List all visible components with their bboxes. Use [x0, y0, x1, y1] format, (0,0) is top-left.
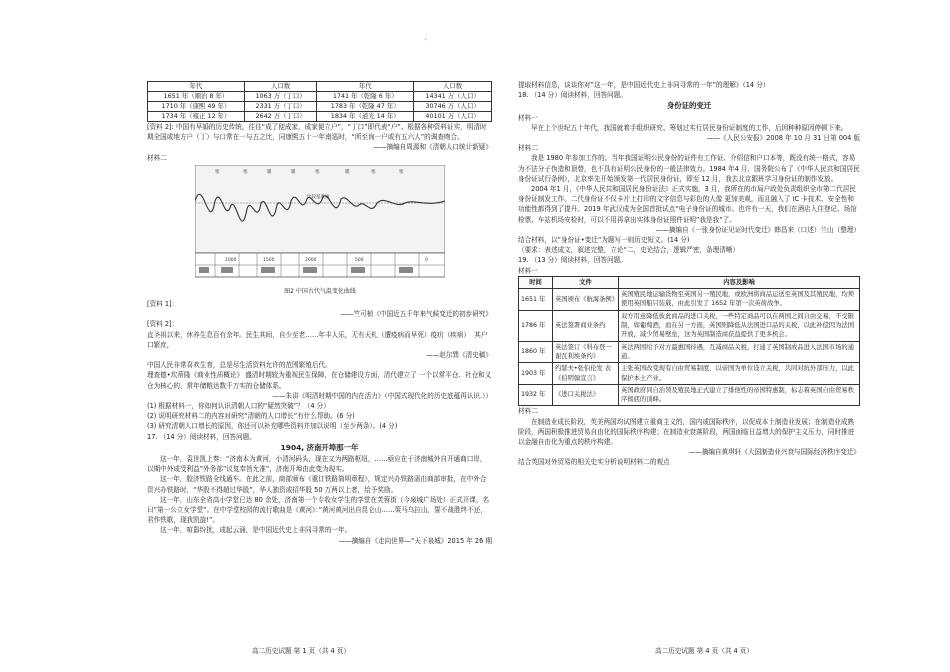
table-cell: 1834 年（道光 14 年）	[317, 112, 414, 122]
question-19: 19. （13 分）阅读材料，回答问题。	[518, 256, 627, 265]
q17-citation: ——摘编自《走向世界—“天下泉城》2015 年 26 期	[338, 536, 492, 545]
temperature-chart	[195, 165, 445, 287]
q17-paragraph-2: 这一年，胶济铁路全线通车。在此之前，商部颁布《重订铁路简明章程》，规定兴办铁路需由商部审批，在中外合资兴办铁路时，“华股不得超过华股”，华人独资或招华股 50 万两以上者，给予奖励。	[147, 475, 487, 494]
table-cell: 《进口关税法》	[553, 384, 619, 406]
q18-paragraph-2: 我是 1980 年参加工作的。当年我国证明公民身份的证件有工作证、介绍信和户口本等，既没有统一格式，容易为不法分子伪造和顶替，也不具有证明公民身份的一般法律效力。1984 年4 月，国务院公布了《中华人民共和国居民身份证试行条例》，北京率先开始颁发第一代居民身份证，即至 12 月，我去北京跟班学习身份证的制作发放。	[518, 154, 860, 183]
source-2-citation: ——摘编自周源和《清朝人口统计新疑》	[373, 143, 492, 152]
table-header: 年代	[317, 82, 414, 92]
population-table	[147, 81, 492, 122]
table-cell: 1651 年（顺治 8 年）	[148, 92, 245, 102]
source-2-paragraph: [资料 2]: 中国有早婚的历史传统，往往“成了便成家，成家便立户”，“丁口”即代表“户”。根据各种资料证实，明清时期全国或地方户（丁）与口常在一与五之比，同康熙五十一年南巡时，“所至询一户或有五六人”的调查吻合。	[147, 123, 487, 142]
material-2-label: 材料二	[147, 153, 167, 162]
table-cell: 40101 万（人口）	[414, 112, 492, 122]
table-row	[519, 363, 860, 385]
period-label: 暖	[291, 169, 296, 175]
axis-tick-label: 0	[425, 257, 428, 263]
granary-paragraph: 理查德•坎蒂隆《商业性质概论》 盛清时期较为重视民生保障，在仓储建设方面，清代建立了 一个以常平仓、社仓和义仓为核心的，常年储粮达数千万实的仓储体系。	[147, 371, 492, 390]
table-cell: 1710 年（康熙 49 年）	[148, 102, 245, 112]
question-17-title: 1904, 济南开埠那一年	[280, 442, 359, 452]
right-page-footer: 高二历史试题 第 4 页（共 4 页）	[655, 647, 753, 655]
source-2-text: 直圣祖以来，休养生息百有余年。民生其间，自少至老……年丰人乐，无有天札（遭疫病而早死）疫疠（疾病） 其户口繁庶，	[147, 330, 488, 349]
question-1: (1) 根据材料一，你如何认识清朝人口的“疑然突破”？（4 分）	[147, 402, 330, 411]
table-header: 文件	[553, 276, 619, 288]
table-header: 人口数	[414, 82, 492, 92]
table-cell: 1860 年	[519, 341, 553, 363]
table-header: 人口数	[244, 82, 316, 92]
table-cell: 1734 年（雍正 12 年）	[148, 112, 245, 122]
question-2: (2) 说明研究材料二的内容对研究“清朝的人口增长”有什么帮助。(6 分)	[147, 412, 355, 421]
chart-caption: 图2 中国古代气温变化曲线	[284, 287, 356, 295]
question-18: 18. （14 分）阅读材料，回答问题。	[518, 91, 627, 100]
q19-paragraph-2: 在制造业成长阶段，英美两国均试图建立重商主义的，国内或国际秩序，以促成本土制造业发展；在制造业成熟阶段，两国积极推进贸易自由化的国际秩序构建；在制造业衰落阶段，两国面临日益增大的保护主义压力，同时推进以金融自由化为重点的秩序构建。	[518, 417, 855, 447]
q18-requirements: （要求：表述成文，叙述完整，立论“二，史论结合，逻辑严密，条理清晰）	[518, 246, 740, 255]
left-page	[147, 0, 492, 672]
table-cell: 2642 万（丁口）	[244, 112, 316, 122]
material-2-label: 材料二	[518, 144, 538, 153]
table-header: 时间	[519, 276, 553, 288]
q17-paragraph-3: 这一年，山东全省高小学堂已达 80 余处，济南第一个专收女学生的学堂在芙蓉街（今泉城广场处）正式开课，名曰”第一公立女学堂”。在中学堂校园的流行歌曲是《黄河》：”黄河黄河出自昆仑山……策马乌拉山，誓不战胜终不还，君作铁歌，现我凯旋!”。	[147, 495, 490, 525]
table-cell: 英法两国给予对方最惠国待遇，互减商品关税，打通了英国制成品进入法国市场的通道。	[619, 341, 860, 363]
q18-task: 结合材料，以”身份证•变迁”为题写一则历史短文。(14 分)	[518, 236, 690, 245]
q18-paragraph-1: 早在上个世纪五十年代，我国就着手组织研究、筹划过实行居民身份证制度的工作，后因种种原因停顿下来。	[531, 123, 848, 132]
table-cell: 2331 万（丁口）	[244, 102, 316, 112]
table-row	[519, 341, 860, 363]
table-cell: 英法签署商业条约	[553, 310, 619, 341]
period-label: 寒	[399, 169, 404, 175]
q17-paragraph-1: 这一年，袁世凯上奏：“济南本为黄河，小清河码头，现在又为两路枢纽，……亟应在于济南城外自开通商口岸，以期中外成受利益”外务部”议复奉旨允准”，济南开埠由此变为现实。	[147, 455, 487, 474]
left-page-footer: 高二历史试题 第 1 页（共 4 页）	[252, 647, 350, 655]
table-cell: 1786 年	[519, 310, 553, 341]
table-cell: 1651 年	[519, 289, 553, 311]
table-header-row	[148, 82, 492, 92]
period-label: 暖	[345, 169, 350, 175]
q18-paragraph-3: 2004 年1 月，《中华人民共和国居民身份证法》正式实施，3 月，我所在的市局户政处负责组织全市第二代居民身份证制发工作。二代身份证不仅卡片上打印的文字信息与彩色的人像 更加美观，而且融入了 IC 卡技术、安全性和功能性都得到了提升。2019 年武汉成为全国首批试点“电子身份证的城市。也许有一天，我们在酒店入住登记、场馆检票、车站机场安检时，可以不用再拿出实体身份证照件证明”我是我”了。	[518, 185, 857, 224]
chart-frame	[195, 165, 445, 253]
grain-paragraph: 中国人民非常喜欢生育，总是尽生活资料允许的范围繁殖后代。	[147, 361, 332, 370]
axis-tick-label: 2000	[305, 257, 317, 263]
table-cell: 英国颁布《航海条例》	[553, 289, 619, 311]
q19-task: 结合英国对外贸易的相关史实分析说明材料二的观点	[518, 458, 670, 467]
table-cell: 双方用意降低彼此商品的进口关税，一些特定商品可以在两国之间自由交易，不受限制，如葡萄酒，而在另一方面，英国则降低从法国进口品的关税，以此补偿因为法国开放，减少贸易壁垒，这为英国制造商获益提供了更多机会。	[619, 310, 860, 341]
temperature-chart-svg	[195, 165, 445, 287]
period-label: 寒	[243, 169, 248, 175]
table-row	[519, 310, 860, 341]
period-label: 寒	[315, 169, 320, 175]
table-row	[148, 112, 492, 122]
trade-events-table	[518, 276, 860, 407]
source-2-citation-b: ——赵尔巽《清史稿》	[426, 351, 492, 360]
axis-tick-label: 500	[355, 257, 364, 263]
table-cell: 1783 年（乾隆 47 年）	[317, 102, 414, 112]
table-cell: 1903 年	[519, 363, 553, 385]
table-cell: 1063 万（丁口）	[244, 92, 316, 102]
q18-paragraph-1-citation: ——《人民公安报》2008 年 10 月 31 日第 004 版	[706, 134, 860, 143]
question-18-title: 身份证的变迁	[666, 101, 712, 111]
table-header-row	[519, 276, 860, 288]
q17-task: 提取材料信息，谈谈你对”这一年，是中国近代史上非同寻常的一年”的理解》（14 分）	[518, 81, 770, 89]
table-row	[148, 92, 492, 102]
table-cell: 英国政府同自治领及殖民地正式建立了排他性的帝国特惠制，标志着英国自由贸易秩序彻底的顶峰。	[619, 384, 860, 406]
page-mark: '	[425, 38, 427, 45]
table-row	[519, 289, 860, 311]
table-cell: 30746 万（人口）	[414, 102, 492, 112]
table-cell: 英国殖民地运输货物至英国另一殖民地，或欧洲将商品运送至英国及其殖民地，均须使用英国船只装载，由此引发了 1652 年第一次英荷战争。	[619, 289, 860, 311]
right-page	[518, 0, 860, 672]
source-2-label: [资料 2]：	[147, 320, 179, 329]
period-label: 暖	[267, 169, 272, 175]
axis-tick-label: 1000	[225, 257, 237, 263]
material-1b-label: 材料一	[518, 266, 538, 275]
table-cell: 主张英国改变现有自由贸易制度，以帝国为单位设立关税，共同对抗外部压力，以此保护本土产业。	[619, 363, 860, 385]
table-header: 年代	[148, 82, 245, 92]
question-3: (3) 研究清朝人口增长的原因，你还可以补充哪些资料并加以说明（至少两条）。(4 分)	[147, 422, 398, 431]
q19-paragraph-2-citation: ——摘编自黄琪轩《大国制造业兴衰与国际经济秩序变迁》	[688, 448, 860, 457]
table-cell: 1932 年	[519, 384, 553, 406]
material-2b-label: 材料二	[518, 407, 538, 416]
table-header: 内容及影响	[619, 276, 860, 288]
period-label: 寒	[215, 169, 220, 175]
granary-citation: ——朱讲《明清时期中国的内在活力》（中国式现代化的历史底蕴再认识.））	[272, 391, 492, 400]
material-1-label: 材料一	[518, 113, 538, 122]
table-row	[148, 102, 492, 112]
period-label: 寒	[371, 169, 376, 175]
q18-paragraph-3-citation: ——摘编自《一张身份证见证时代变迁》韩昌来（口述）兰山（整理）	[655, 225, 860, 234]
q17-paragraph-4: 这一年，喧嚣纷扰，成起云涌，是中国近代史上非同寻常的一年。	[160, 526, 352, 535]
axis-tick-label: 1500	[263, 257, 275, 263]
table-cell: 1741 年（乾隆 6 年）	[317, 92, 414, 102]
table-cell: 约瑟夫•张伯伦发 表《伯明翰宣言》	[553, 363, 619, 385]
table-row	[519, 384, 860, 406]
table-cell: 14341 万（人口）	[414, 92, 492, 102]
question-17: 17. （14 分）阅读材料，回答问题。	[147, 432, 256, 441]
baseline-annotation: 比较基准线	[307, 194, 330, 200]
source-1-label: [资料 1]：	[147, 300, 179, 309]
source-1-citation: ——竺可桢《中国近五千年来气候变迁的初步研究》	[340, 310, 492, 319]
table-cell: 英法签订《科布登一谢瓦利埃条约》	[553, 341, 619, 363]
